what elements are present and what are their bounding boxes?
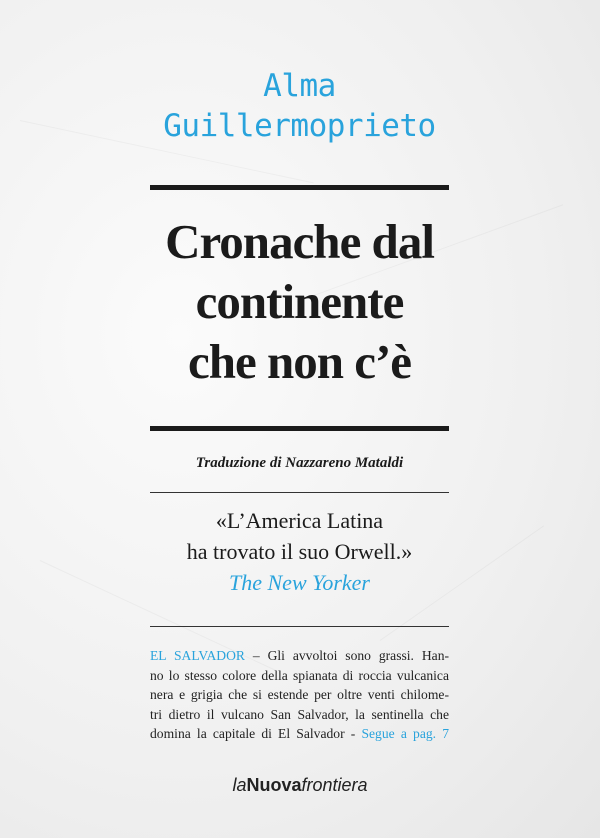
divider-thin	[150, 492, 449, 493]
logo-part: Nuova	[246, 775, 302, 795]
quote-source: The New Yorker	[229, 570, 370, 595]
excerpt-text: domina la capitale di El Salvador -	[150, 726, 362, 741]
translator-credit: Traduzione di Nazzareno Mataldi	[195, 455, 404, 471]
excerpt-text: tri dietro il vulcano San Salvador, la sentinella che	[150, 706, 449, 722]
author-first-name: Alma	[263, 68, 336, 104]
excerpt-lead: EL SALVADOR	[150, 648, 246, 663]
title-line: continente	[195, 274, 404, 329]
quote-line: ha trovato il suo Orwell.»	[186, 539, 413, 564]
blurb-quote	[130, 505, 469, 598]
logo-part: la	[232, 775, 247, 795]
divider-thick-bottom	[150, 426, 449, 431]
title-line: che non c’è	[187, 334, 412, 389]
publisher-logo	[0, 775, 600, 796]
excerpt-text: nera e grigia che si estende per oltre venti chilome-	[150, 687, 449, 702]
continue-reference: Segue a pag. 7	[361, 726, 449, 741]
title-line: Cronache dal	[165, 214, 434, 269]
author-name	[150, 66, 449, 146]
book-title	[130, 212, 469, 392]
excerpt-paragraph	[150, 646, 449, 744]
excerpt-text: – Gli avvoltoi sono grassi. Han-	[245, 648, 450, 663]
author-last-name: Guillermoprieto	[163, 108, 436, 144]
logo-part: frontiera	[301, 775, 368, 795]
divider-thick-top	[150, 185, 449, 190]
divider-thin	[150, 626, 449, 627]
quote-line: «L’America Latina	[215, 508, 384, 533]
excerpt-text: no lo stesso colore della spianata di roccia vulcanica	[150, 667, 449, 683]
